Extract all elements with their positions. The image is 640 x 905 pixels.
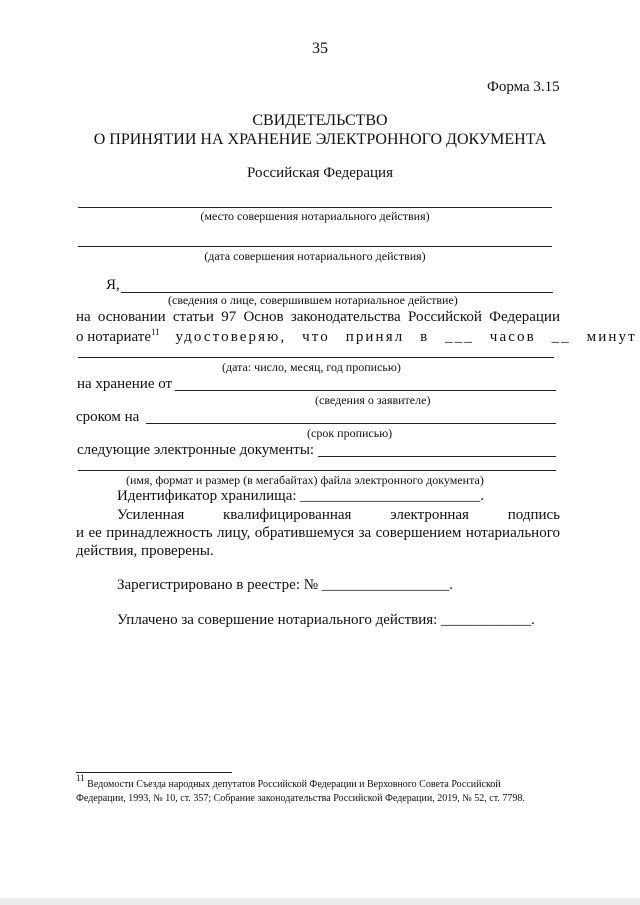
footnote-marker: 11 [76, 773, 85, 783]
storage-id: Идентификатор хранилища: ________________________. [117, 488, 485, 504]
title-line-2: О ПРИНЯТИИ НА ХРАНЕНИЕ ЭЛЕКТРОННОГО ДОКУМЕНТА [93, 131, 547, 148]
signature-line-2: и ее принадлежность лицу, обратившемуся за совершением нотариального [76, 525, 560, 541]
basis-line-2-start: о нотариате [76, 329, 151, 345]
basis-line-2 [76, 329, 637, 346]
date-caption: (дата совершения нотариального действия) [204, 249, 426, 263]
fee-paid: Уплачено за совершение нотариального действия: ____________. [117, 612, 535, 628]
footnote-separator [76, 772, 232, 773]
footnote-ref: 11 [151, 327, 160, 337]
title-line-1: СВИДЕТЕЛЬСТВО [252, 112, 388, 129]
page-bottom-edge [0, 898, 640, 905]
basis-line-2-rest: удостоверяю, что принял в ___ часов __ минут [159, 329, 637, 345]
documents-line-2 [78, 470, 556, 471]
person-caption: (сведения о лице, совершившем нотариальное действие) [168, 293, 458, 307]
storage-from-label: на хранение от [77, 376, 173, 392]
footnote-line-1 [76, 773, 501, 790]
signature-line-1: Усиленная квалифицированная электронная подпись [117, 507, 560, 523]
date-words-caption: (дата: число, месяц, год прописью) [222, 360, 401, 374]
term-label: сроком на [76, 409, 140, 425]
applicant-line [175, 390, 556, 391]
term-caption: (срок прописью) [307, 426, 393, 440]
place-caption: (место совершения нотариального действия) [200, 209, 430, 223]
place-line [78, 207, 552, 208]
footnote-line-2: Федерации, 1993, № 10, ст. 357; Собрание законодательства Российской Федерации, 2019, № 52, ст. 7798. [76, 793, 525, 804]
documents-label: следующие электронные документы: [77, 442, 315, 458]
file-caption: (имя, формат и размер (в мегабайтах) файла электронного документа) [126, 473, 484, 487]
term-line [146, 423, 556, 424]
applicant-caption: (сведения о заявителе) [315, 393, 431, 407]
footnote-text-1: Ведомости Съезда народных депутатов Российской Федерации и Верховного Совета Российской [84, 779, 501, 790]
registry-number: Зарегистрировано в реестре: № _________________. [117, 577, 454, 593]
date-words-line [78, 357, 554, 358]
signature-line-3: действия, проверены. [76, 543, 214, 559]
basis-line-1: на основании статьи 97 Основ законодательства Российской Федерации [76, 309, 560, 325]
date-line [78, 246, 552, 247]
page-number: 35 [312, 40, 328, 57]
ya-label: Я, [106, 277, 120, 293]
country-name: Российская Федерация [247, 165, 393, 181]
documents-line-1 [318, 456, 556, 457]
form-label: Форма 3.15 [487, 79, 560, 95]
